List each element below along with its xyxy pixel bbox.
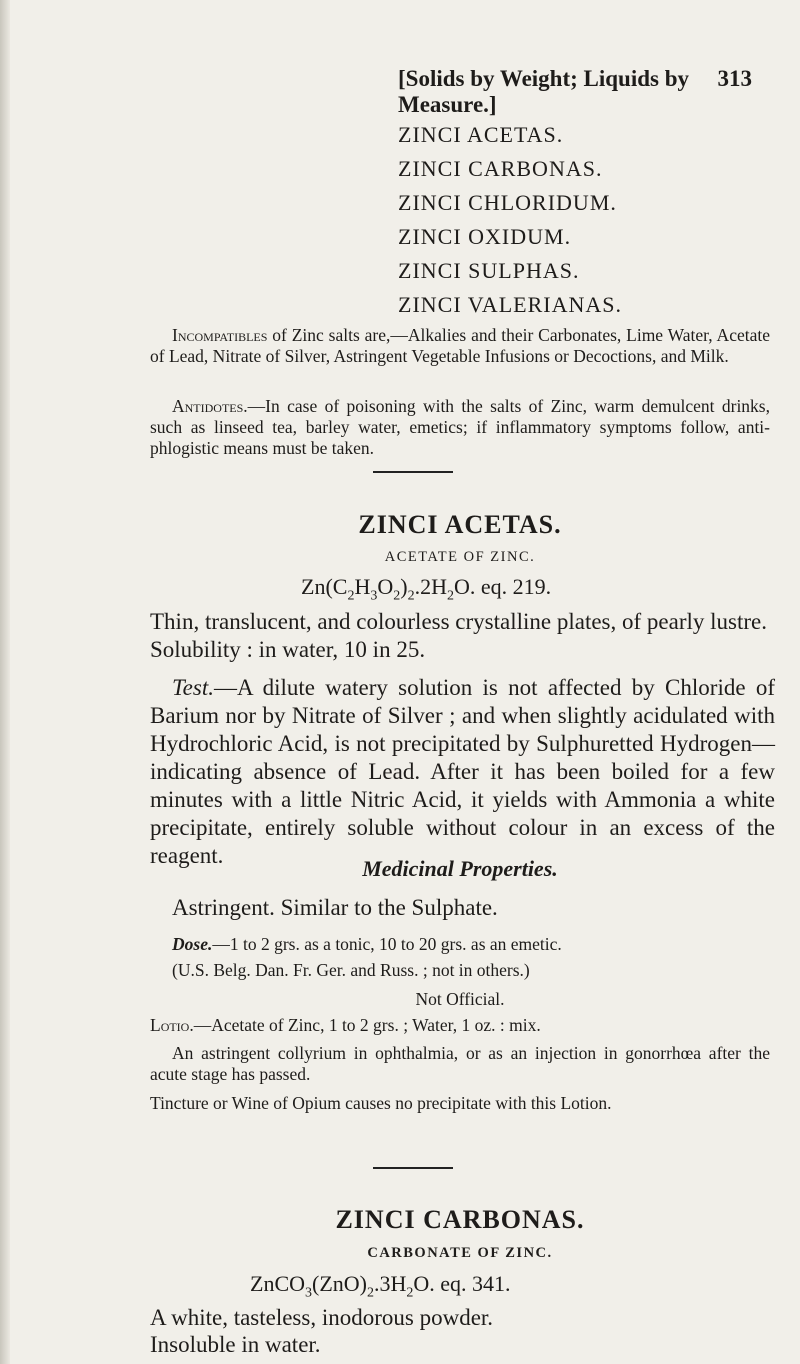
running-head-text: [Solids by Weight; Liquids by Measure.] [398, 66, 690, 117]
acetas-subtitle: ACETATE OF ZINC. [384, 549, 536, 565]
lotio-line [150, 1015, 770, 1036]
dose-line [150, 934, 770, 955]
antidotes-text: —In case of poisoning with the salts of Zinc, warm demulcent drinks, such as linseed tea, barley water, emetics; if inflammatory symptoms follow, anti-phlogistic means must be taken. [150, 396, 770, 458]
dose-label: Dose. [172, 934, 213, 954]
page-number: 313 [717, 66, 752, 91]
dose-text: —1 to 2 grs. as a tonic, 10 to 20 grs. as an emetic. [212, 934, 562, 954]
contents-item: ZINCI CARBONAS. [398, 156, 603, 181]
section-divider [373, 471, 453, 473]
contents-item: ZINCI SULPHAS. [398, 258, 580, 283]
collyrium-paragraph: An astringent collyrium in ophthalmia, or as an injection in gonorrhœa after the acute stage has passed. [150, 1043, 770, 1084]
carbonas-formula: $ZnCO_3(ZnO)_2.3H_2O$. eq. 341. [250, 1271, 511, 1301]
tincture-line: Tincture or Wine of Opium causes no precipitate with this Lotion. [150, 1093, 612, 1113]
carbonas-title: ZINCI CARBONAS. [335, 1205, 585, 1234]
contents-item: ZINCI ACETAS. [398, 122, 564, 147]
page-edge-shadow [0, 0, 10, 1364]
test-label: Test. [172, 675, 214, 700]
lotio-label: Lotio. [150, 1015, 194, 1035]
contents-item: ZINCI OXIDUM. [398, 224, 572, 249]
medicinal-properties-title: Medicinal Properties. [362, 856, 558, 881]
carbonas-subtitle: CARBONATE OF ZINC. [367, 1245, 553, 1261]
contents-item: ZINCI CHLORIDUM. [398, 190, 617, 215]
carbonas-description: A white, tasteless, inodorous powder. [150, 1305, 494, 1330]
carbonas-solubility: Insoluble in water. [150, 1332, 321, 1357]
acetas-formula: $Zn(C_2H_3O_2)_2.2H_2O$. eq. 219. [301, 574, 552, 604]
incompatibles-text: of Zinc salts are,—Alkalies and their Carbonates, Lime Water, Acetate of Lead, Nitrate of Silver, Astringent Vegetable Infusions or Decoctions, and Milk. [150, 325, 770, 366]
contents-list [398, 118, 622, 322]
antidotes-paragraph [150, 396, 770, 459]
test-text: —A dilute watery solution is not affected by Chloride of Barium nor by Nitrate of Silver ; and when slightly acidulated with Hydrochloric Acid, is not precipitated by Sulphuretted Hydrogen—indicating absence of Lead. After it has been boiled for a few minutes with a little Nitric Acid, it yields with Ammonia a white precipitate, entirely soluble without colour in an excess of the reagent. [150, 675, 775, 868]
incompatibles-paragraph [150, 325, 770, 367]
astringent-line: Astringent. Similar to the Sulphate. [172, 895, 498, 920]
antidotes-label: Antidotes. [172, 396, 248, 416]
lotio-text: —Acetate of Zinc, 1 to 2 grs. ; Water, 1 oz. : mix. [193, 1015, 541, 1035]
acetas-solubility: Solubility : in water, 10 in 25. [150, 637, 426, 662]
contents-item: ZINCI VALERIANAS. [398, 292, 622, 317]
not-official-label: Not Official. [415, 989, 505, 1009]
acetas-description: Thin, translucent, and colourless crystalline plates, of pearly lustre. [150, 609, 767, 634]
acetas-title: ZINCI ACETAS. [358, 510, 562, 539]
acetas-test-paragraph [150, 674, 775, 870]
section-divider [373, 1167, 453, 1169]
running-head [398, 66, 752, 118]
pharmacopoeias-line: (U.S. Belg. Dan. Fr. Ger. and Russ. ; not in others.) [172, 960, 530, 980]
incompatibles-label: Incompatibles [172, 325, 268, 345]
